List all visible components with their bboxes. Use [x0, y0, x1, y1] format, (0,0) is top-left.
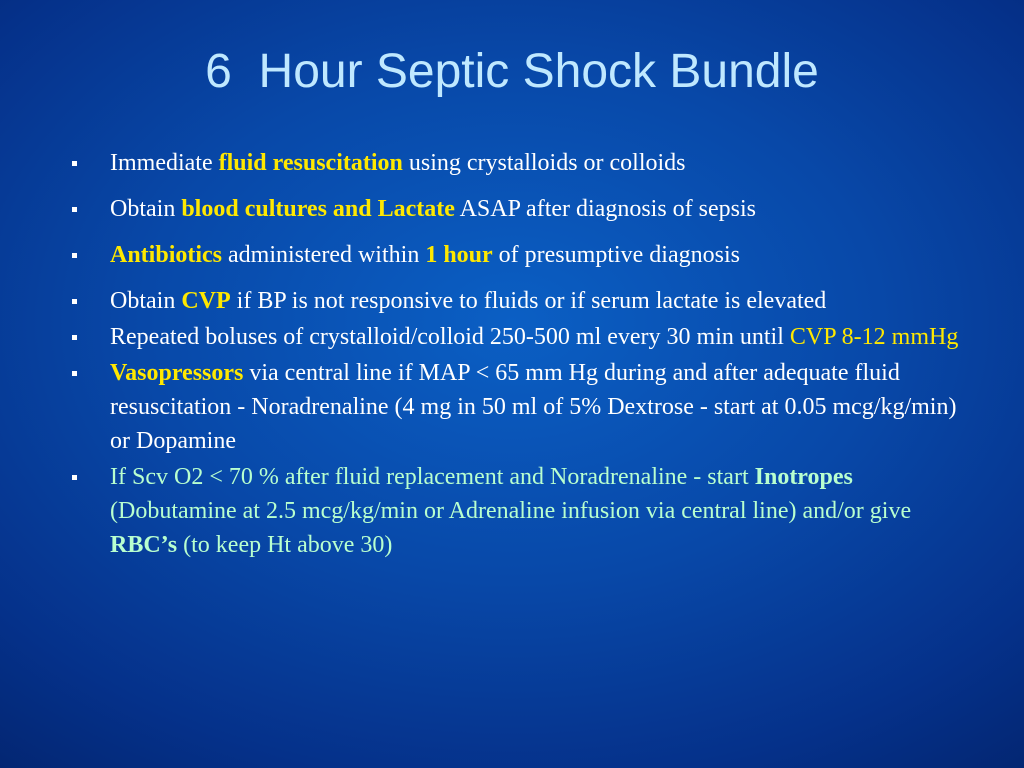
- bullet-repeated-boluses: [70, 320, 970, 354]
- bullet-text: of presumptive diagnosis: [492, 242, 740, 268]
- bullet-highlight: CVP: [181, 288, 231, 314]
- square-bullet-icon: [72, 299, 77, 304]
- bullet-highlight: Vasopressors: [110, 360, 244, 386]
- bullet-text: ASAP after diagnosis of sepsis: [454, 196, 757, 222]
- bullet-list: [70, 146, 970, 564]
- bullet-highlight: Antibiotics: [110, 242, 223, 268]
- square-bullet-icon: [72, 207, 77, 212]
- bullet-text: Immediate: [110, 150, 219, 176]
- square-bullet-icon: [72, 371, 77, 376]
- bullet-text: (Dobutamine at 2.5 mcg/kg/min or Adrenaline infusion via central line) and/or give: [110, 498, 912, 524]
- bullet-highlight: 1 hour: [425, 242, 493, 268]
- square-bullet-icon: [72, 475, 77, 480]
- bullet-vasopressors: [70, 356, 970, 458]
- bullet-text: via central line if MAP < 65 mm Hg during and after adequate fluid resuscitation - Noradrenaline (4 mg in 50 ml of 5% Dextrose - start at 0.05 mcg/kg/min) or Dopamine: [110, 360, 957, 454]
- bullet-cvp: [70, 284, 970, 318]
- bullet-highlight: blood cultures and Lactate: [181, 196, 455, 222]
- bullet-text: Obtain: [110, 288, 182, 314]
- bullet-highlight: Inotropes: [754, 464, 853, 490]
- bullet-text: administered within: [222, 242, 426, 268]
- slide-title: 6 Hour Septic Shock Bundle: [205, 45, 819, 98]
- bullet-text: If Scv O2 < 70 % after fluid replacement and Noradrenaline - start: [110, 464, 755, 490]
- bullet-text: Repeated boluses of crystalloid/colloid 250-500 ml every 30 min until: [110, 324, 790, 350]
- bullet-text: (to keep Ht above 30): [177, 532, 393, 558]
- bullet-antibiotics: [70, 238, 970, 272]
- bullet-text: using crystalloids or colloids: [402, 150, 686, 176]
- bullet-text: if BP is not responsive to fluids or if serum lactate is elevated: [230, 288, 827, 314]
- square-bullet-icon: [72, 253, 77, 258]
- bullet-highlight: CVP 8-12 mmHg: [789, 324, 959, 350]
- bullet-highlight: fluid resuscitation: [218, 150, 403, 176]
- square-bullet-icon: [72, 161, 77, 166]
- bullet-fluid-resuscitation: [70, 146, 970, 180]
- bullet-inotropes: [70, 460, 970, 562]
- bullet-highlight: RBC’s: [110, 532, 178, 558]
- bullet-text: Obtain: [110, 196, 182, 222]
- bullet-blood-cultures: [70, 192, 970, 226]
- square-bullet-icon: [72, 335, 77, 340]
